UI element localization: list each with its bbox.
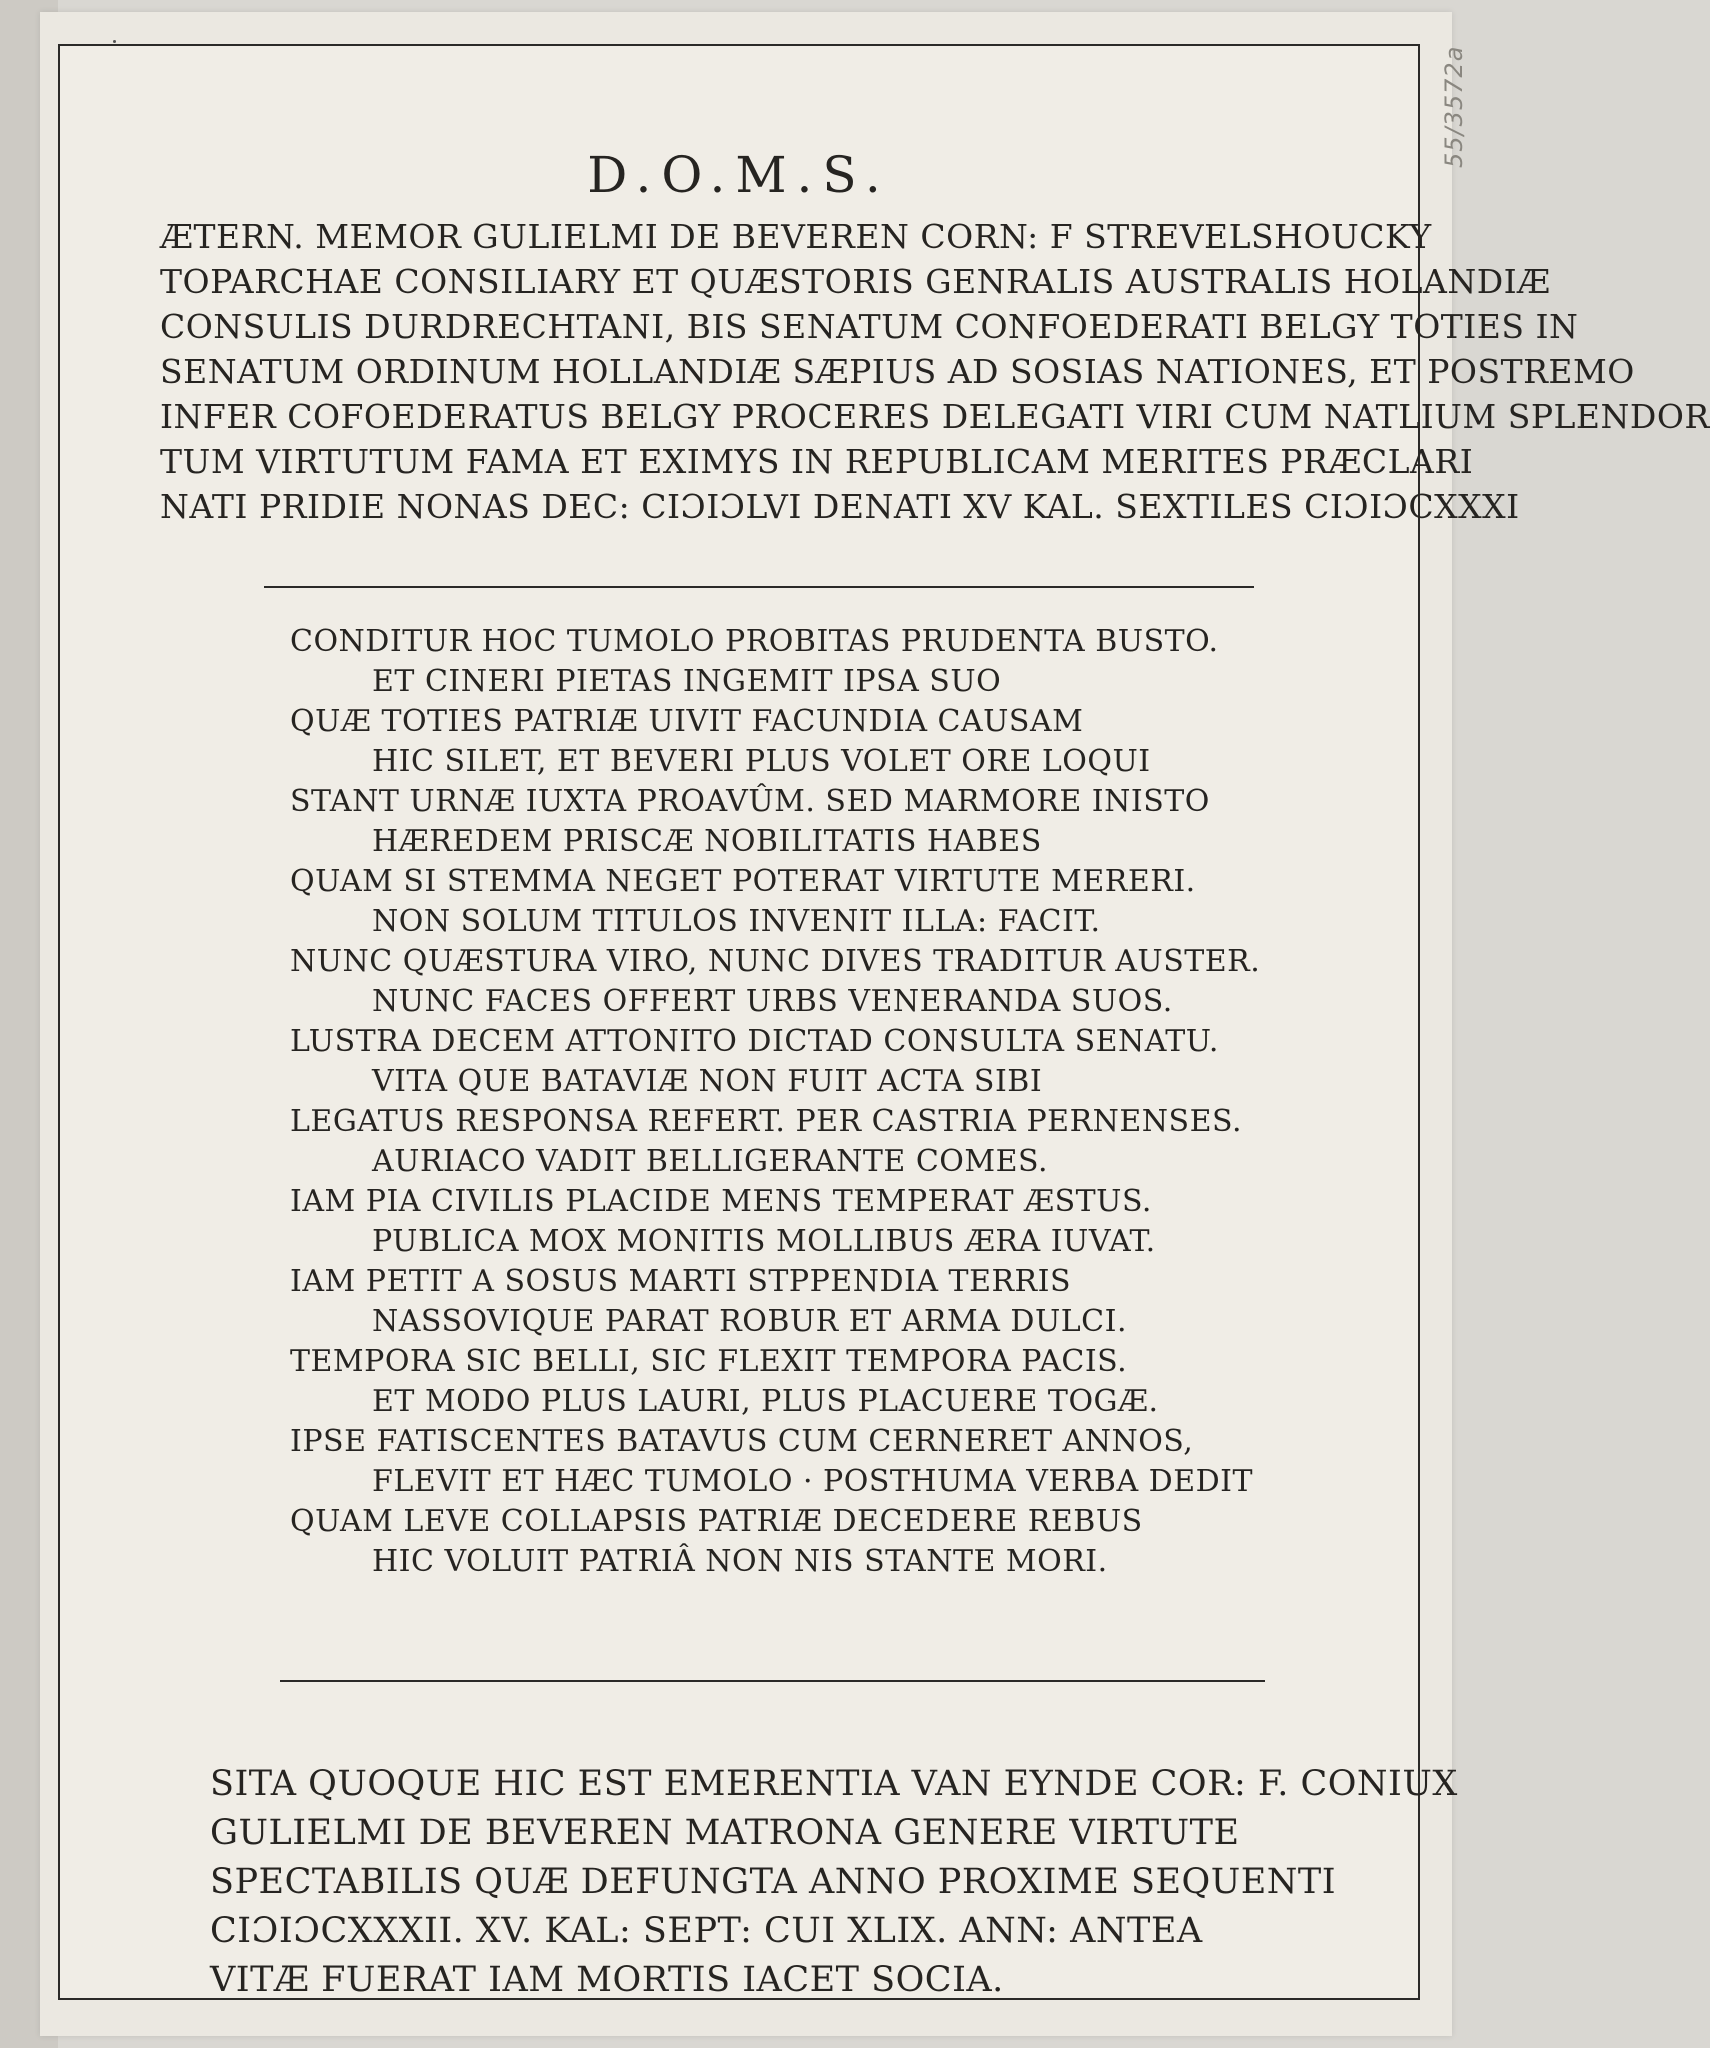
- spouse-line: SITA QUOQUE HIC EST EMERENTIA VAN EYNDE COR: F. CONIUX: [210, 1764, 1458, 1804]
- poem-line: ET MODO PLUS LAURI, PLUS PLACUERE TOGÆ.: [372, 1384, 1159, 1419]
- spouse-line: GULIELMI DE BEVEREN MATRONA GENERE VIRTUTE: [210, 1813, 1240, 1853]
- heading: D.O.M.S.: [587, 146, 891, 204]
- poem-line: QUAM SI STEMMA NEGET POTERAT VIRTUTE MERERI.: [290, 864, 1196, 899]
- poem-line: IAM PETIT A SOSUS MARTI STPPENDIA TERRIS: [290, 1264, 1072, 1299]
- spouse-line: SPECTABILIS QUÆ DEFUNGTA ANNO PROXIME SEQUENTI: [210, 1862, 1337, 1902]
- poem-line: VITA QUE BATAVIÆ NON FUIT ACTA SIBI: [372, 1064, 1043, 1099]
- prose-line: ÆTERN. MEMOR GULIELMI DE BEVEREN CORN: F STREVELSHOUCKY: [160, 217, 1432, 256]
- poem-line: NUNC QUÆSTURA VIRO, NUNC DIVES TRADITUR AUSTER.: [290, 944, 1261, 979]
- prose-line: NATI PRIDIE NONAS DEC: CIƆIƆLVI DENATI XV KAL. SEXTILES CIƆIƆCXXXI: [160, 487, 1520, 526]
- poem-line: CONDITUR HOC TUMOLO PROBITAS PRUDENTA BUSTO.: [290, 624, 1219, 659]
- epitaph-poem: [290, 622, 1260, 1582]
- divider-rule: [280, 1680, 1265, 1682]
- prose-line: CONSULIS DURDRECHTANI, BIS SENATUM CONFOEDERATI BELGY TOTIES IN: [160, 307, 1579, 346]
- poem-line: QUÆ TOTIES PATRIÆ UIVIT FACUNDIA CAUSAM: [290, 704, 1084, 739]
- poem-line: LUSTRA DECEM ATTONITO DICTAD CONSULTA SENATU.: [290, 1024, 1219, 1059]
- prose-line: SENATUM ORDINUM HOLLANDIÆ SÆPIUS AD SOSIAS NATIONES, ET POSTREMO: [160, 352, 1635, 391]
- spouse-line: VITÆ FUERAT IAM MORTIS IACET SOCIA.: [210, 1960, 1004, 2000]
- poem-line: NUNC FACES OFFERT URBS VENERANDA SUOS.: [372, 984, 1173, 1019]
- poem-line: ET CINERI PIETAS INGEMIT IPSA SUO: [372, 664, 1002, 699]
- poem-line: HÆREDEM PRISCÆ NOBILITATIS HABES: [372, 824, 1042, 859]
- prose-line: TUM VIRTUTUM FAMA ET EXIMYS IN REPUBLICAM MERITES PRÆCLARI: [160, 442, 1474, 481]
- poem-line: HIC SILET, ET BEVERI PLUS VOLET ORE LOQUI: [372, 744, 1151, 779]
- divider-rule: [264, 586, 1254, 588]
- poem-line: PUBLICA MOX MONITIS MOLLIBUS ÆRA IUVAT.: [372, 1224, 1156, 1259]
- poem-line: HIC VOLUIT PATRIÂ NON NIS STANTE MORI.: [372, 1544, 1108, 1579]
- archive-number: 55/3572a: [1440, 45, 1468, 168]
- poem-line: QUAM LEVE COLLAPSIS PATRIÆ DECEDERE REBUS: [290, 1504, 1143, 1539]
- ink-speck: [113, 40, 116, 43]
- poem-line: IAM PIA CIVILIS PLACIDE MENS TEMPERAT ÆSTUS.: [290, 1184, 1152, 1219]
- prose-line: TOPARCHAE CONSILIARY ET QUÆSTORIS GENRALIS AUSTRALIS HOLANDIÆ: [160, 262, 1551, 301]
- prose-line: INFER COFOEDERATUS BELGY PROCERES DELEGATI VIRI CUM NATLIUM SPLENDOR: [160, 397, 1710, 436]
- poem-line: AURIACO VADIT BELLIGERANTE COMES.: [372, 1144, 1049, 1179]
- poem-line: TEMPORA SIC BELLI, SIC FLEXIT TEMPORA PACIS.: [290, 1344, 1128, 1379]
- poem-line: NASSOVIQUE PARAT ROBUR ET ARMA DULCI.: [372, 1304, 1127, 1339]
- poem-line: NON SOLUM TITULOS INVENIT ILLA: FACIT.: [372, 904, 1101, 939]
- poem-line: LEGATUS RESPONSA REFERT. PER CASTRIA PERNENSES.: [290, 1104, 1243, 1139]
- poem-line: IPSE FATISCENTES BATAVUS CUM CERNERET ANNOS,: [290, 1424, 1194, 1459]
- poem-line: STANT URNÆ IUXTA PROAVÛM. SED MARMORE INISTO: [290, 784, 1210, 819]
- spouse-inscription-block: [210, 1760, 1458, 2005]
- poem-line: FLEVIT ET HÆC TUMOLO · POSTHUMA VERBA DEDIT: [372, 1464, 1254, 1499]
- spouse-line: CIƆIƆCXXXII. XV. KAL: SEPT: CUI XLIX. ANN: ANTEA: [210, 1911, 1203, 1951]
- epitaph-prose-block: [160, 214, 1710, 529]
